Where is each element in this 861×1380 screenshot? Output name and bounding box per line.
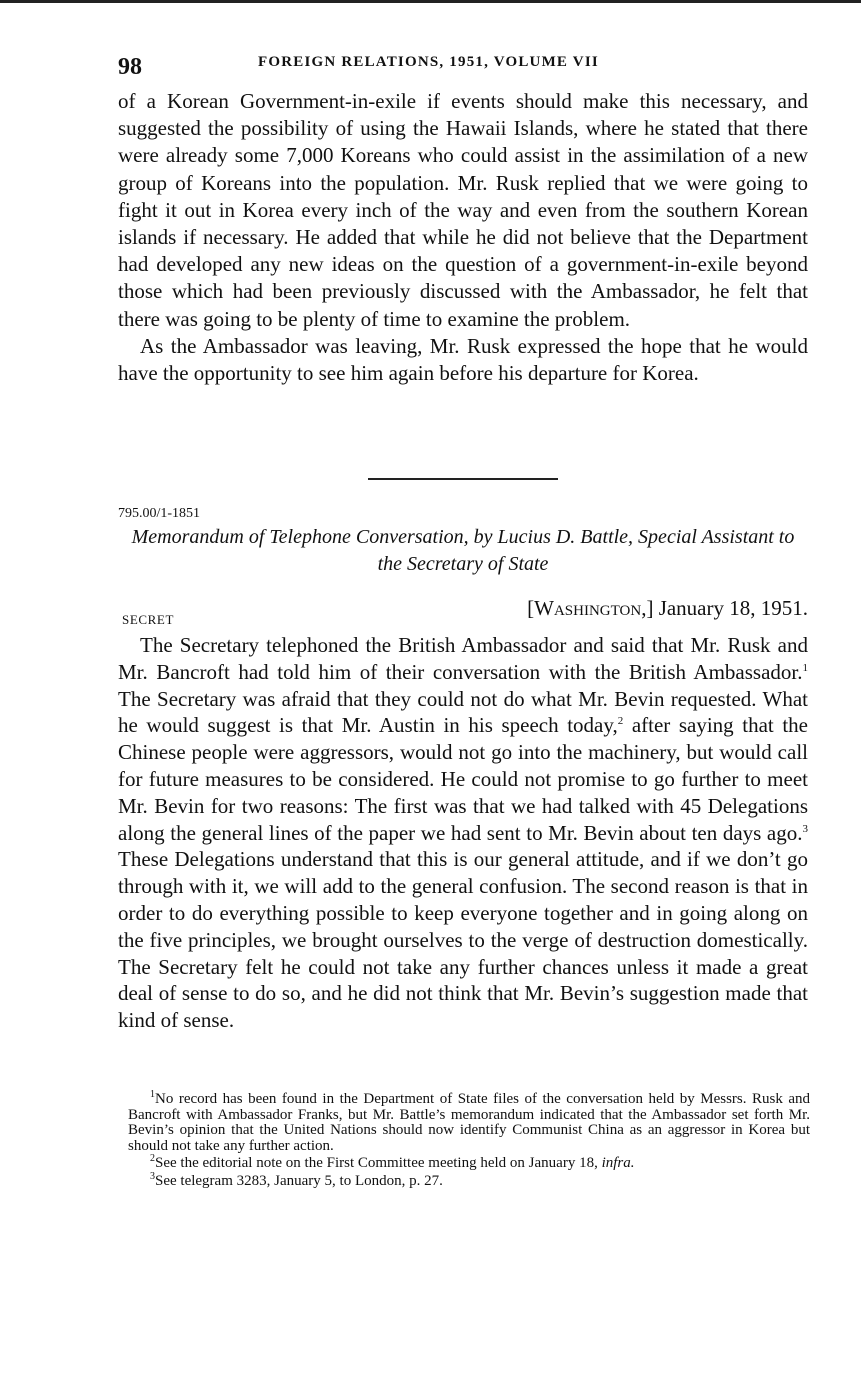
memorandum-body <box>118 632 808 1034</box>
body-segment-4: These Delegations understand that this is our general attitude, and if we don’t go through with it, we will add to the general confusion. The second reason is that in order to do everything possible to keep everyone together and in going along on the five principles, we brought ourselves to the verge of destruction domestically. The Secretary felt he could not take any further chances unless it made a great deal of sense to do so, and he did not think that Mr. Bevin’s suggestion made that kind of sense. <box>118 847 808 1033</box>
continuation-paragraph-2: As the Ambassador was leaving, Mr. Rusk expressed the hope that he would have the opportunity to see him again before his departure for Korea. <box>118 333 808 386</box>
section-separator <box>368 478 558 480</box>
page-number: 98 <box>118 54 142 80</box>
footnote-2-emphasis: infra. <box>601 1155 635 1172</box>
continuation-paragraph-1: of a Korean Government-in-exile if events should make this necessary, and suggested the possibility of using the Hawaii Islands, where he stated that there were already some 7,000 Koreans who could assist in the assimilation of a new group of Koreans into the population. Mr. Rusk replied that we were going to fight it out in Korea every inch of the way and even from the southern Korean islands if necessary. He added that while he did not believe that the Department had developed any new ideas on the question of a government-in-exile beyond those which had been previously discussed with the Ambassador, he felt that there was going to be plenty of time to examine the problem. <box>118 89 808 331</box>
footnote-3 <box>128 1170 810 1190</box>
body-segment-3: after saying that the Chinese people were aggressors, would not go into the machinery, but would call for future measures to be considered. He could not promise to go further to meet Mr. Bevin for two reasons: The first was that we had talked with 45 Delegations along the general lines of the paper we had sent to Mr. Bevin about ten days ago. <box>118 713 808 845</box>
footnote-3-text: See telegram 3283, January 5, to London, p. 27. <box>155 1172 443 1189</box>
file-number: 795.00/1-1851 <box>118 506 201 521</box>
page-header <box>118 44 808 80</box>
footnote-ref-2: 2 <box>617 715 624 728</box>
continuation-text <box>118 88 808 387</box>
memorandum-paragraph <box>118 632 808 1034</box>
dateline-date: January 18, 1951. <box>658 596 808 620</box>
footnote-ref-3: 3 <box>802 822 808 835</box>
footnote-3-marker: 3 <box>150 1170 155 1182</box>
footnote-1-text: No record has been found in the Department of State files of the conversation held by Messrs. Rusk and Bancroft with Ambassador Franks, but Mr. Battle’s memorandum indicated that the Ambassador set forth Mr. Bevin’s opinion that the United Nations should now identify Communist China as an aggressor in Korea but should not take any further action. <box>128 1091 810 1154</box>
footnote-1-marker: 1 <box>150 1089 155 1100</box>
classification-label: SECRET <box>122 612 174 627</box>
body-segment-1: The Secretary telephoned the British Ambassador and said that Mr. Rusk and Mr. Bancroft had told him of their conversation with the British Ambassador. <box>118 633 808 684</box>
footnote-ref-1: 1 <box>802 661 808 674</box>
running-title: FOREIGN RELATIONS, 1951, VOLUME VII <box>258 54 599 70</box>
footnotes <box>128 1089 810 1192</box>
footnote-2-marker: 2 <box>150 1153 155 1165</box>
top-edge-rule <box>0 0 861 3</box>
footnote-1 <box>128 1089 810 1154</box>
dateline: [Washington,] January 18, 1951. <box>527 596 808 620</box>
footnote-2-text: See the editorial note on the First Committee meeting held on January 18, <box>155 1155 598 1172</box>
footnote-2 <box>128 1153 810 1172</box>
body-segment-2: The Secretary was afraid that they could not do what Mr. Bevin requested. What he would suggest is that Mr. Austin in his speech today, <box>118 686 808 738</box>
dateline-place: Washington <box>534 596 642 620</box>
document-title: Memorandum of Telephone Conversation, by Lucius D. Battle, Special Assistant to the Secretary of State <box>131 526 795 575</box>
